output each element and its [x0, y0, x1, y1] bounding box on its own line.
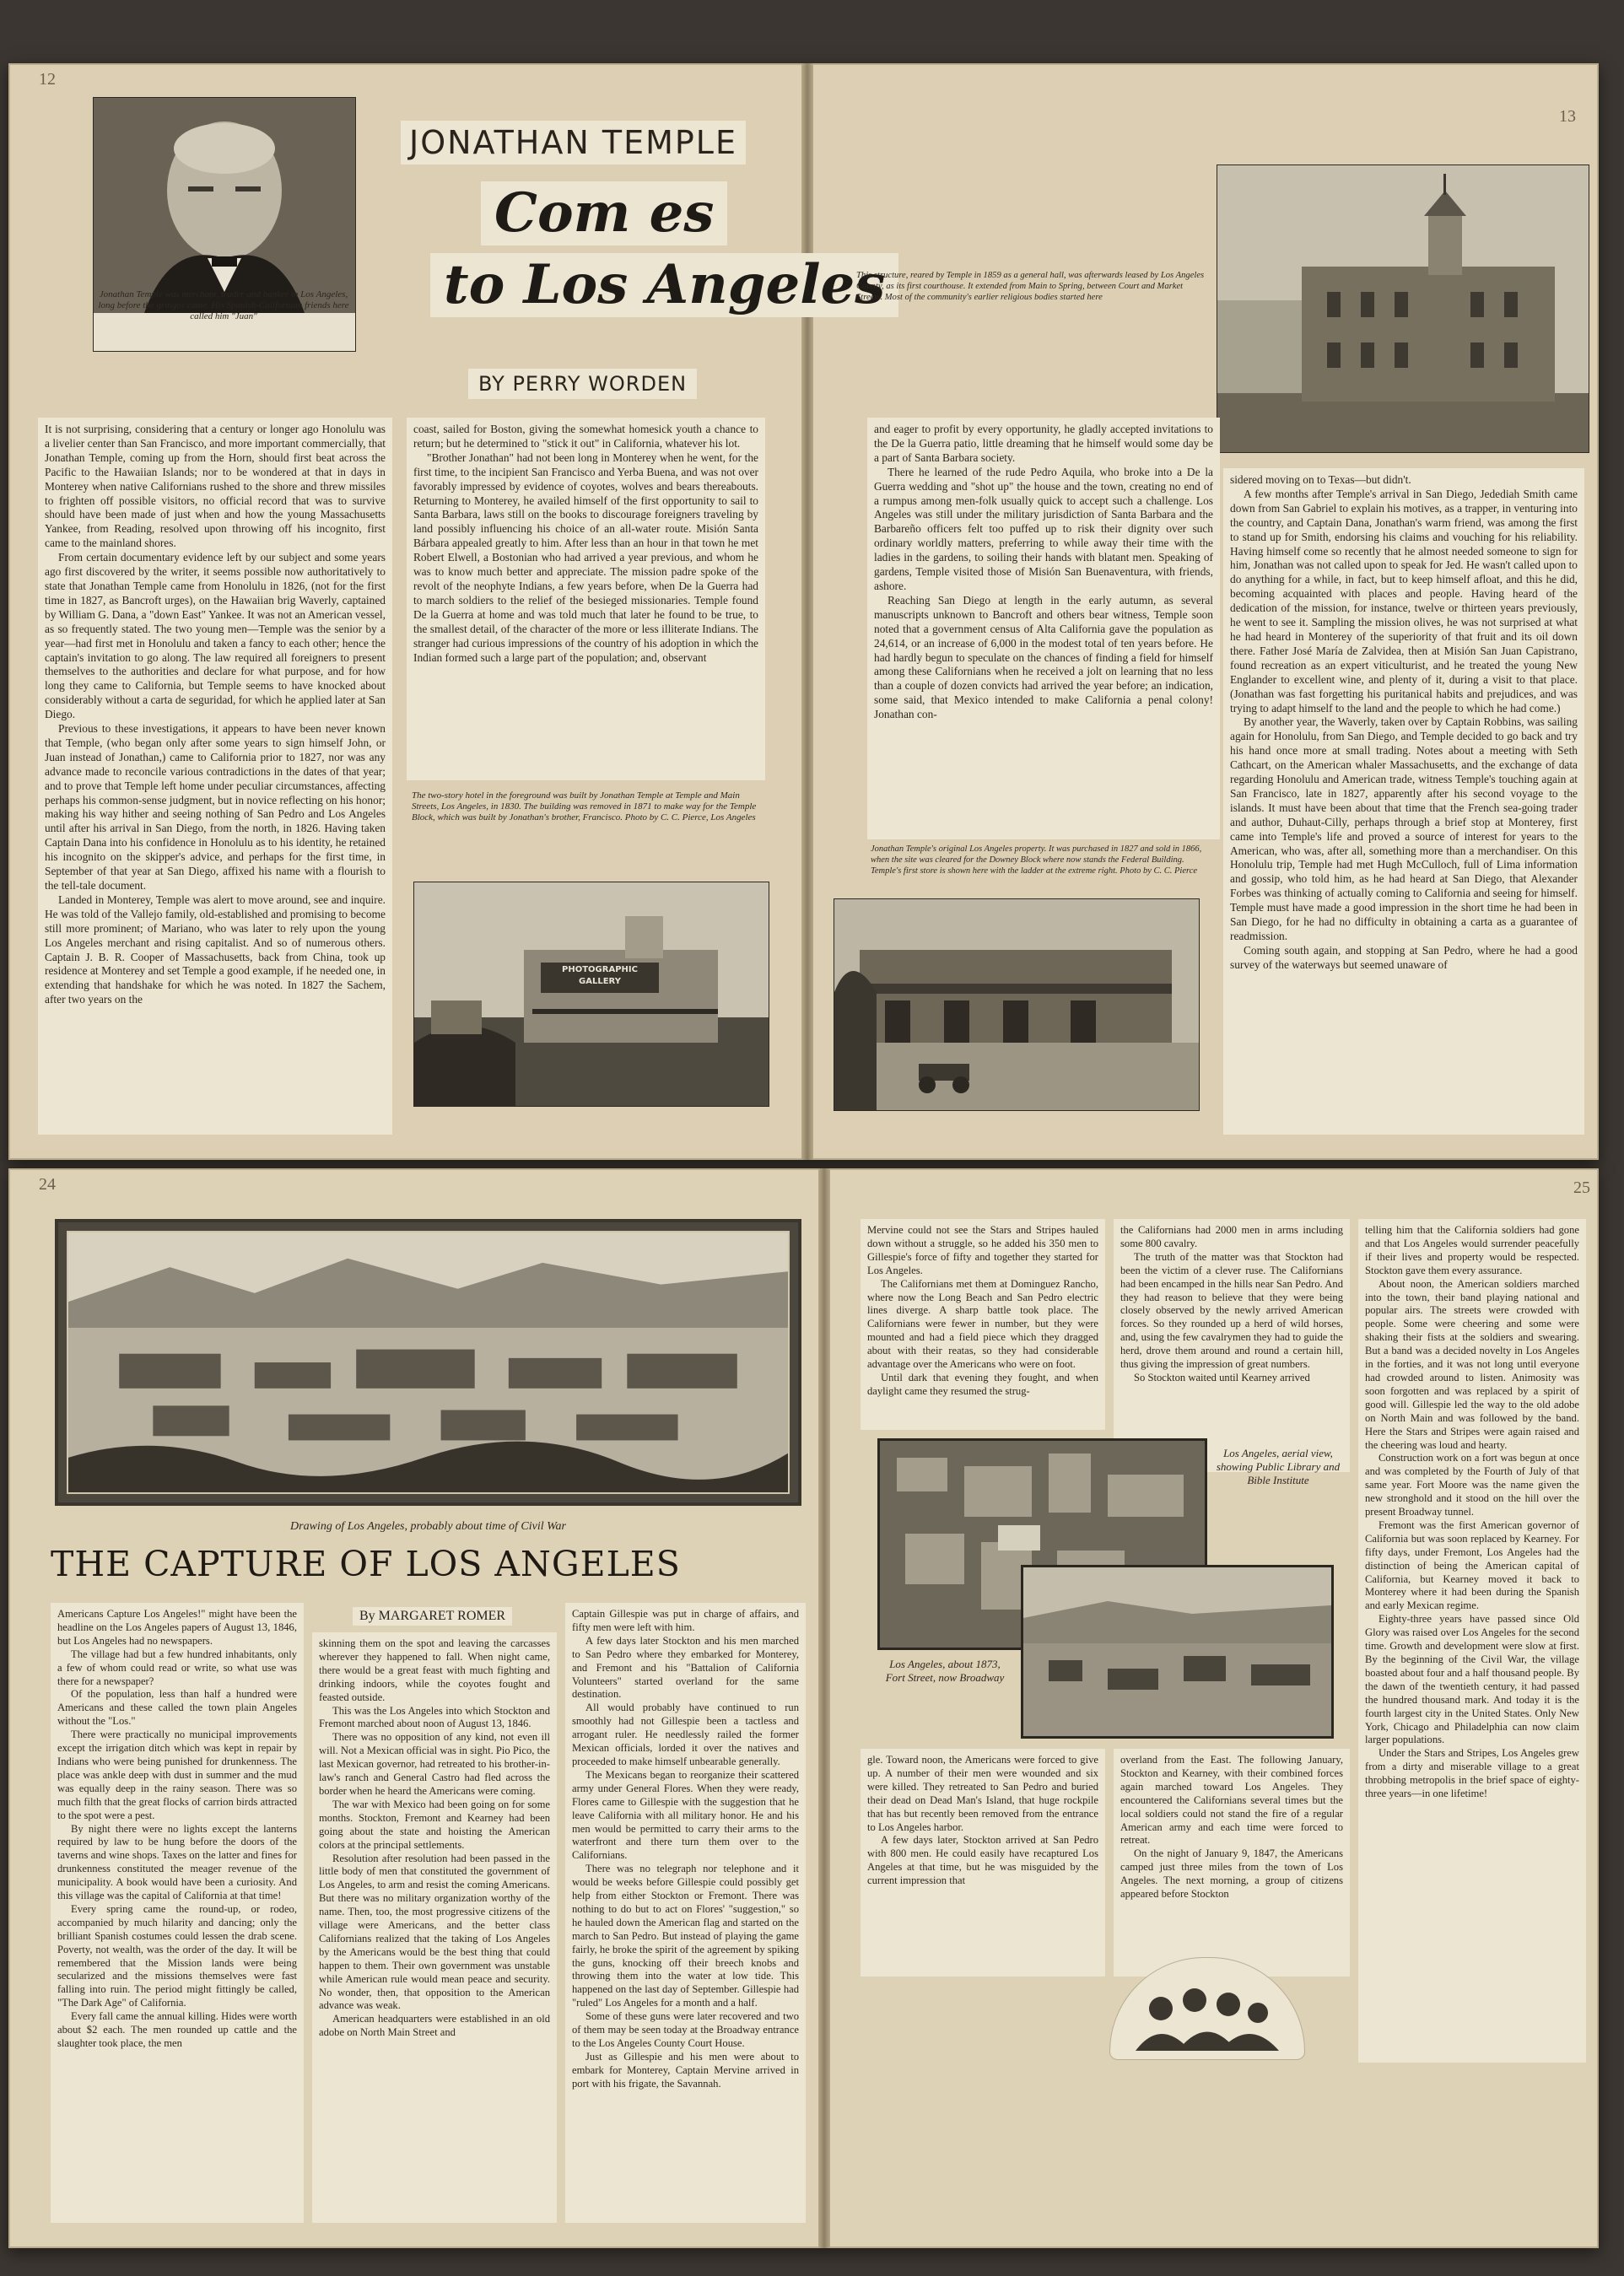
paragraph: Eighty-three years have passed since Old Glory was raised over Los Angeles for the second time. Growth and development were slow at first. By the beginning of the Civil War, the village boasted about four and a half thousand people. By the dawn of the twentieth century, it had passed the hundred thousand mark. And today it is the fourth largest city in the United States. Only New York, Chicago and Philadelphia can now claim larger populations.: [1365, 1613, 1579, 1746]
paragraph: All would probably have continued to run smoothly had not Gillespie been a tactless and arrogant ruler. He needlessly railed the former Mexican officials, lorded it over the natives and proceeded to make himself unbearable generally.: [572, 1702, 799, 1767]
courthouse-photo: [1217, 164, 1589, 453]
article-title-line2: Com es: [481, 181, 727, 245]
paragraph: Resolution after resolution had been passed in the little body of men that constituted the government of Los Angeles, to arm and resist the coming Americans. But there was no military organization worthy of the name. Then, too, the most progressive citizens of the village were Americans, and the better class Californians realized that the taking of Los Angeles by the Americans would be the best thing that could happen to them. Their own government was unstable while American rule would mean peace and security. No wonder, then, that opposition to the American advance was weak.: [319, 1852, 550, 2012]
paragraph: Mervine could not see the Stars and Stripes hauled down without a struggle, so he added his 350 men to Gillespie's force of fifty and together they started for Los Angeles.: [867, 1224, 1098, 1276]
paragraph: The war with Mexico had been going on for some months. Stockton, Fremont and Kearney had been going about the state and hoisting the American colors at the principal settlements.: [319, 1798, 550, 1851]
street-photo: [1021, 1565, 1334, 1739]
paragraph: Previous to these investigations, it appears to have been never known that Temple, (who began only after some years to sign himself John, or Juan instead of Jonathan,) came to California prior to 1827, nor was any advance made to reconcile various contradictions in the dates of that year; and to prove that Temple left home under peculiar circumstances, affecting perhaps his common-sense judgment, but in novice reflecting on his honor; making his way hither and seeing nothing of San Pedro and Los Angeles until after his arrival in San Diego, from the north, in 1826. Having taken Captain Dana into his confidence in Honolulu as to his identity, he retained his incognito on the skipper's advice, and perhaps for the first time, in September of that year at San Diego, affixed his name with a flourish to the tell-tale document.: [45, 722, 386, 892]
portrait-caption: Jonathan Temple was merchant, trader and banker in Los Angeles, long before the gringos came. His Spanish-Californian friends here called him "Juan": [98, 289, 349, 321]
paragraph: the Californians had 2000 men in arms including some 800 cavalry.: [1120, 1224, 1343, 1249]
paragraph: Coming south again, and stopping at San Pedro, where he had a good survey of the waterways but seemed unaware of: [1230, 943, 1578, 971]
paragraph: The Mexicans began to reorganize their scattered army under General Flores. When they were ready, Flores came to Gillespie with the suggestion that he leave California with all military honor. He and his men would be permitted to carry their arms to the waterfront and there turn them over to the Californians.: [572, 1768, 799, 1862]
page-number-12: 12: [39, 70, 56, 89]
paragraph: skinning them on the spot and leaving the carcasses wherever they happened to fall. When night came, there would be a great feast with much fighting and drinking indoors, while the coyotes fought and feasted outside.: [319, 1637, 550, 1703]
page-number-24: 24: [39, 1175, 56, 1194]
article-title-top: JONATHAN TEMPLE: [401, 121, 746, 164]
paragraph: A few days later Stockton and his men marched to San Pedro where they embarked for Monterey, and Fremont and his "Battalion of California Volunteers" started overland for the same destination.: [572, 1634, 799, 1701]
paragraph: Of the population, less than half a hundred were Americans and these called the town plain Angeles without the "Los.": [57, 1688, 297, 1728]
bottom-spread: [8, 1168, 1599, 2248]
top-spread: [8, 63, 1599, 1160]
paragraph: sidered moving on to Texas—but didn't.: [1230, 473, 1411, 486]
article2-column-3: [565, 1603, 806, 2223]
street-caption: Los Angeles, about 1873, Fort Street, now Broadway: [885, 1658, 1005, 1684]
paragraph: By night there were no lights except the lanterns required by law to be hung before the doors of the taverns and wine shops. Taxes on the latter and fines for drunkenness constituted the meager revenue of the municipality. A book would have been a curiosity. And this village was the capital of California at that time!: [57, 1822, 297, 1902]
paragraph: overland from the East. The following January, Stockton and Kearney, with their combined forces again marched toward Los Angeles. They encountered the Californians several times but the local soldiers could not stand the fire of a regular American army and each time were forced to retreat.: [1120, 1754, 1343, 1847]
paragraph: Until dark that evening they fought, and when daylight came they resumed the strug-: [867, 1371, 1098, 1397]
article1-column-4: [1223, 468, 1584, 1135]
article2-column-2: [312, 1632, 557, 2223]
paragraph: This was the Los Angeles into which Stockton and Fremont marched about noon of August 13, 1846.: [319, 1704, 550, 1730]
article2-column-8: [1114, 1749, 1350, 1977]
article1-column-2: [407, 418, 765, 780]
paragraph: Under the Stars and Stripes, Los Angeles grew from a dirty and miserable village to a great throbbing metropolis in the brief space of eighty-three years—in one lifetime!: [1365, 1747, 1579, 1800]
paragraph: About noon, the American soldiers marched into the town, their band playing national and popular airs. The streets were crowded with people. Some were cheering and some were shaking their fists at the soldiers and swearing. But a band was a decided novelty in Los Angeles in the forties, and it was not long until everyone had crowded around to listen. Animosity was soon forgotten and was replaced by a spirit of good will. Gillespie led the way to the old adobe on North Main and was followed by the band. Here the Stars and Stripes were again raised and the cheering was loud and hearty.: [1365, 1277, 1579, 1451]
paragraph: The Californians met them at Dominguez Rancho, where now the Long Beach and San Pedro electric lines diverge. A sharp battle took place. The Californians were fewer in number, but they were mounted and had a field piece which they dragged about with their reatas, so they had considerable advantage over the Americans who were on foot.: [867, 1277, 1098, 1371]
temple-store-photo: [834, 898, 1200, 1111]
article2-column-6: [1358, 1219, 1586, 2063]
paragraph: American headquarters were established in an old adobe on North Main Street and: [319, 2013, 550, 2039]
paragraph: A few days later, Stockton arrived at San Pedro with 800 men. He could easily have recaptured Los Angeles at that time, but he was misguided by the current impression that: [867, 1834, 1098, 1887]
page-number-25: 25: [1573, 1178, 1590, 1197]
paragraph: There he learned of the rude Pedro Aquila, who broke into a De la Guerra wedding and "shot up" the house and the town, creating no end of a rumpus among men-folk usually quick to accept such a challenge. Los Angeles was still under the military jurisdiction of Santa Barbara and the Barbareño officers felt too puffed up to risk their dignity over such ordinary worldly matters, preferring to while away their time with the ladies in the gardens, to soiling their hands with blatant men. Speaking of gardens, Temple visited those of Misión San Buenaventura, with friends, ashore.: [874, 465, 1213, 592]
paragraph: Fremont was the first American governor of California but was soon replaced by Kearney. For fifty days, under Fremont, Los Angeles had the distinction of being the American capital of California, but Kearney moved it back to Monterey where it had been during the Spanish and early Mexican regime.: [1365, 1518, 1579, 1612]
paragraph: Captain Gillespie was put in charge of affairs, and fifty men were left with him.: [572, 1608, 799, 1633]
paragraph: "Brother Jonathan" had not been long in Monterey when he went, for the first time, to the incipient San Francisco and Yerba Buena, and was not over favorably impressed by evidence of coyotes, wolves and bears thereabouts. Returning to Monterey, he availed himself of the first opportunity to sail to Santa Barbara, laws still on the books to discourage foreigners traveling by land possibly influencing his choice of an all-water route. Misión Santa Bárbara appealed greatly to him. After less than an hour in that town he met Robert Elwell, a Bostonian who had arrived a year previous, and whom he was to know much better and appreciate. The mission padre spoke of the revolt of the neophyte Indians, a few years before, when De la Guerra had to march soldiers to the relief of the besieged missionaries. Temple found De la Guerra at home and was told much that later he found to be true, to the smallest detail, of the character of the more or less illiterate Indians. The stranger had curious impressions of the country of his adoption in which the Indian formed such a large part of the population; and, observant: [413, 450, 758, 664]
article2-column-5: [1114, 1219, 1350, 1472]
capture-title: THE CAPTURE OF LOS ANGELES: [51, 1544, 681, 1584]
paragraph: Landed in Monterey, Temple was alert to move around, see and inquire. He was told of the Vallejo family, old-established and promising to become still more prominent; of Mariano, who was later to rely upon the young Los Angeles merchant and rising capitalist. And so of numerous others. Captain J. B. R. Cooper of Massachusetts, back from China, took up residence at Monterey and set Temple a good example, if he needed one, in extending that handshake for which he was noted. In 1827 the Sachem, after two years on the: [45, 893, 386, 1006]
paragraph: coast, sailed for Boston, giving the somewhat homesick youth a chance to return; but he determined to "stick it out" in California, whatever his lot.: [413, 423, 758, 450]
article-byline: BY PERRY WORDEN: [468, 369, 697, 399]
paragraph: It is not surprising, considering that a century or longer ago Honolulu was a livelier center than San Francisco, and more important commercially, that Jonathan Temple, coming up from the Horn, should first beat across the Pacific to the Hawaiian Islands; nor to be wondered at that in days in Monterey when native Californians rushed to the shore and threw missiles to frighten off possible visitors, no official record that was to survive should have been made of just when and how the young Massachusetts Yankee, from Reading, resolved upon throwing off his incognito, first came to the mainland shores.: [45, 423, 386, 550]
hotel-photo: [413, 882, 769, 1107]
article2-column-1: [51, 1603, 304, 2223]
paragraph: The truth of the matter was that Stockton had been the victim of a clever ruse. The Californians had been encamped in the hills near San Pedro. And they had reason to believe that they were being closely observed by the newly arrived American forces. So they rounded up a herd of wild horses, and, using the few cavalrymen they had to guide the herd, drove them around and round a certain hill, thus giving the impression of great numbers.: [1120, 1250, 1343, 1371]
drawing-caption: Drawing of Los Angeles, probably about time of Civil War: [290, 1521, 566, 1532]
paragraph: There was no opposition of any kind, not even ill will. Not a Mexican official was in sight. Pio Pico, the last Mexican governor, had retreated to his brother-in-law's ranch and General Castro had fled across the border when he heard the Americans were coming.: [319, 1731, 550, 1797]
paragraph: Every fall came the annual killing. Hides were worth about $2 each. The men rounded up cattle and the slaughter took place, the men: [57, 2010, 297, 2049]
paragraph: A few months after Temple's arrival in San Diego, Jedediah Smith came down from San Gabriel to explain his motives, as a trapper, in venturing into the country, and Captain Dana, Jonathan's warm friend, was among the first to stand up for Smith, endorsing his claims and vouching for his reliability. Having himself come so recently that he almost needed someone to sign for him, Jonathan was not called upon to speak for Jed. He wasn't called upon to do anything for a while, in fact, but to keep himself afloat, and this he did, becoming acquainted with places and people. Having heard of the dedication of the mission, for instance, twelve or thirteen years previously, he went to see it. Sampling the mission olives, he was not surprised at what he had heard in Monterey of the superiority of that fruit and its oil down there. Father José María de Zalvidea, then at Misión San Juan Capistrano, found recreation as an expert viticulturist, and he treated the young New Englander to excellent wine, and plenty of it, during a visit to that place. (Jonathan was fast forgetting his puritanical habits and prejudices, and was trying to adapt himself to the land and the people to which he had come.): [1230, 487, 1578, 715]
paragraph: Every spring came the round-up, or rodeo, accompanied by much hilarity and dancing; only the brilliant Spanish costumes could lessen the drab scene. Poverty, not wealth, was the order of the day. It will be remembered that the Mission lands were being secularized and the missions themselves were fast falling into ruin. The period might fittingly be called, "The Dark Age" of California.: [57, 1902, 297, 2009]
paragraph: telling him that the California soldiers had gone and that Los Angeles would surrender peacefully if their lives and property would be respected. Stockton gave them every assurance.: [1365, 1224, 1579, 1276]
original-property-caption: Jonathan Temple's original Los Angeles property. It was purchased in 1827 and sold in 1866, when the site was cleared for the Downey Block where now stands the Federal Building. Temple's first store is shown here with the ladder at the extreme right. Photo by C. C. Pierce: [871, 844, 1202, 876]
article1-column-1: [38, 418, 392, 1135]
paragraph: The village had but a few hundred inhabitants, only a few of whom could read or write, so what use was there for a newspaper?: [57, 1648, 297, 1687]
paragraph: By another year, the Waverly, taken over by Captain Robbins, was sailing again for Honolulu, from San Diego, and Temple decided to go back and try his hand once more at small trading. Notes about a meeting with Seth Cathcart, on the American whaler Massachusetts, and the exchange of data regarding Honolulu and American trade, witness Temple's touching again at San Francisco, late in 1827, apparently after his second voyage to the islands. It must have been about that time that the French sea-going trader and author, Duhaut-Cilly, perhaps through a brief stop at Monterey, first came into Temple's life and proved a source of interest for years to the American, who was, after all, something more than a merchandiser. On this Honolulu trip, Temple had met Hugh McCulloch, full of Lima information and gossip, who told him, as he had heard at San Diego, that Alexander Forbes was thinking of actually coming to California and seeing for himself. Temple must have made a good impression in the short time he had been in San Diego, for he had no difficulty in obtaining a carta as a guarantee of readmission.: [1230, 715, 1578, 942]
paragraph: There were practically no municipal improvements except the irrigation ditch which was kept in repair by Indians who were being punished for drunkenness. The place was ankle deep with dust in summer and the mud was equally deep in the rainy season. There was so much filth that the great flocks of carrion birds attracted to the spot were a pest.: [57, 1729, 297, 1821]
paragraph: gle. Toward noon, the Americans were forced to give up. A number of their men were wounded and six were killed. They retreated to San Pedro and buried their dead on Dead Man's Island, that huge rockpile that has but recently been removed from the entrance to Los Angeles harbor.: [867, 1754, 1098, 1833]
article2-column-7: [861, 1749, 1105, 1977]
capture-byline: By MARGARET ROMER: [353, 1607, 512, 1626]
paragraph: Americans Capture Los Angeles!" might have been the headline on the Los Angeles papers of August 13, 1846, but Los Angeles had no newspapers.: [57, 1608, 297, 1647]
hotel-caption: The two-story hotel in the foreground was built by Jonathan Temple at Temple and Main Streets, Los Angeles, in 1830. The building was removed in 1871 to make way for the Temple Block, which was built by Jonathan's brother, Francisco. Photo by C. C. Pierce, Los Angeles: [412, 790, 757, 822]
gallery-sign-text: PHOTOGRAPHIC GALLERY: [562, 965, 638, 986]
aerial-caption: Los Angeles, aerial view, showing Public Library and Bible Institute: [1216, 1447, 1341, 1486]
article1-column-3: [867, 418, 1220, 839]
paragraph: Just as Gillespie and his men were about to embark for Monterey, Captain Mervine arrived in port with his frigate, the Savannah.: [572, 2050, 799, 2090]
los-angeles-drawing: [67, 1231, 790, 1494]
paragraph: Reaching San Diego at length in the early autumn, as several manuscripts unknown to Bancroft and others bear witness, Temple soon noted that a government census of Alta California gave the population as 24,614, or an increase of 6,000 in the modest total of ten years before. He had hardly begun to speculate on the chances of finding a field for himself among these Californians when he received a jolt on learning that no less than a couple of dozen convicts had arrived the year before; an indication, some said, that Mexico intended to make California a penal colony! Jonathan con-: [874, 593, 1213, 721]
article-title-line3: to Los Angeles: [430, 253, 898, 317]
paragraph: Some of these guns were later recovered and two of them may be seen today at the Broadway entrance to the Los Angeles County Court House.: [572, 2010, 799, 2049]
paragraph: So Stockton waited until Kearney arrived: [1134, 1371, 1310, 1383]
paragraph: From certain documentary evidence left by our subject and some years ago first discovered by the writer, it seems possible now authoritatively to state that Jonathan Temple came from Honolulu in 1826, (not for the first time in 1827, as Bancroft urges), on the Hawaiian brig Waverly, captained by William G. Dana, a "down East" Yankee. It was not an American vessel, as so frequently stated. The two young men—Temple was the senior by a year—had first met in Honolulu and taken a fancy to each other; hence the captain's invitation to go along. The law required all foreigners to present themselves to the authorities and declare for what purpose, and for how long they came to California, but Temple seems to have knocked about considerably without a carta de seguridad, for which he applied later at San Diego.: [45, 551, 386, 721]
article2-column-4: [861, 1219, 1105, 1430]
book-gutter-bottom: [818, 1168, 830, 2248]
drawing-frame: [55, 1219, 801, 1506]
paragraph: and eager to profit by every opportunity, he gladly accepted invitations to the De la Guerra patio, little dreaming that he himself would some day be a part of Santa Barbara society.: [874, 423, 1213, 464]
paragraph: Construction work on a fort was begun at once and was completed by the Fourth of July of that same year. Fort Moore was the name given the new stronghold and it stood on the hill over the present Broadway tunnel.: [1365, 1452, 1579, 1518]
paragraph: There was no telegraph nor telephone and it would be weeks before Gillespie could possibly get help from either Stockton or Fremont. There was nothing to do but to act on Flores' "suggestion," so he hauled down the American flag and started on the march to San Pedro. But instead of playing the game fairly, he broke the spirit of the agreement by spiking the guns, knocking off their breech knobs and throwing them into the water at low tide. This happened on the last day of September. Gillespie had "ruled" Los Angeles for a month and a half.: [572, 1863, 799, 2009]
page-number-13: 13: [1559, 107, 1576, 126]
book-gutter-top: [801, 63, 813, 1160]
paragraph: On the night of January 9, 1847, the Americans camped just three miles from the town of Los Angeles. The next morning, a group of citizens appeared before Stockton: [1120, 1847, 1343, 1901]
structure-caption: This structure, reared by Temple in 1859 as a general hall, was afterwards leased by Los Angeles County, as its first courthouse. It extended from Main to Spring, between Court and Market Streets. Most of the community's earlier religious bodies started here: [856, 271, 1205, 302]
